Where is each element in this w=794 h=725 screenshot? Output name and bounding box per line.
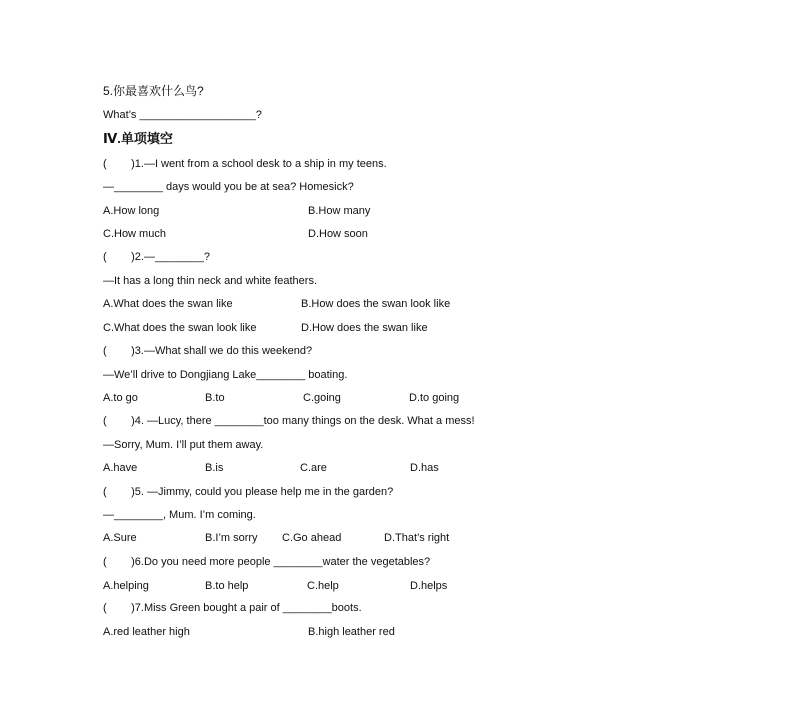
q5-option-a: A.Sure — [103, 532, 137, 544]
q1-stem: ( )1.—I went from a school desk to a ship in my teens. — [103, 158, 387, 170]
q3-option-c: C.going — [303, 392, 341, 404]
q3-option-a: A.to go — [103, 392, 138, 404]
q2-option-d: D.How does the swan like — [301, 322, 428, 334]
q7-options — [103, 625, 703, 681]
q6-option-d: D.helps — [410, 580, 448, 592]
q5-option-d: D.That’s right — [384, 532, 450, 544]
q3-option-b: B.to — [205, 392, 225, 404]
q3-option-d: D.to going — [409, 392, 460, 404]
q3-line2: —We’ll drive to Dongjiang Lake________ boating. — [103, 369, 348, 381]
q7-option-b: B.high leather red — [308, 626, 395, 638]
q4-option-c: C.are — [300, 462, 327, 474]
q5-option-b: B.I’m sorry — [205, 532, 258, 544]
q1-option-c: C.How much — [103, 228, 166, 240]
q6-option-b: B.to help — [205, 580, 249, 592]
q5-stem: ( )5. —Jimmy, could you please help me in the garden? — [103, 486, 394, 498]
q6-option-c: C.help — [307, 580, 339, 592]
q2-option-c: C.What does the swan look like — [103, 322, 257, 334]
q2-option-b: B.How does the swan look like — [301, 298, 451, 310]
q6-option-a: A.helping — [103, 580, 149, 592]
q4-stem: ( )4. —Lucy, there ________too many things on the desk. What a mess! — [103, 415, 475, 427]
q4-line2: —Sorry, Mum. I’ll put them away. — [103, 439, 264, 451]
q2-stem: ( )2.—________? — [103, 251, 211, 263]
q6-stem: ( )6.Do you need more people ________water the vegetables? — [103, 556, 431, 568]
q7-option-a: A.red leather high — [103, 626, 190, 638]
q5-answer-line: What’s ___________________? — [103, 109, 262, 121]
section-heading: Ⅳ.单项填空 — [103, 131, 173, 146]
q1-option-a: A.How long — [103, 205, 160, 217]
q5-option-c: C.Go ahead — [282, 532, 342, 544]
q4-option-b: B.is — [205, 462, 224, 474]
q2-option-a: A.What does the swan like — [103, 298, 233, 310]
q5-chinese-prompt: 5.你最喜欢什么鸟? — [103, 84, 204, 98]
q5-line2: —________, Mum. I’m coming. — [103, 509, 256, 521]
q4-option-d: D.has — [410, 462, 439, 474]
q4-option-a: A.have — [103, 462, 138, 474]
q3-stem: ( )3.—What shall we do this weekend? — [103, 345, 313, 357]
q1-option-b: B.How many — [308, 205, 371, 217]
q7-stem: ( )7.Miss Green bought a pair of ________boots. — [103, 602, 362, 614]
q1-line2: —________ days would you be at sea? Homesick? — [103, 181, 354, 193]
q2-line2: —It has a long thin neck and white feathers. — [103, 275, 318, 287]
q1-option-d: D.How soon — [308, 228, 368, 240]
